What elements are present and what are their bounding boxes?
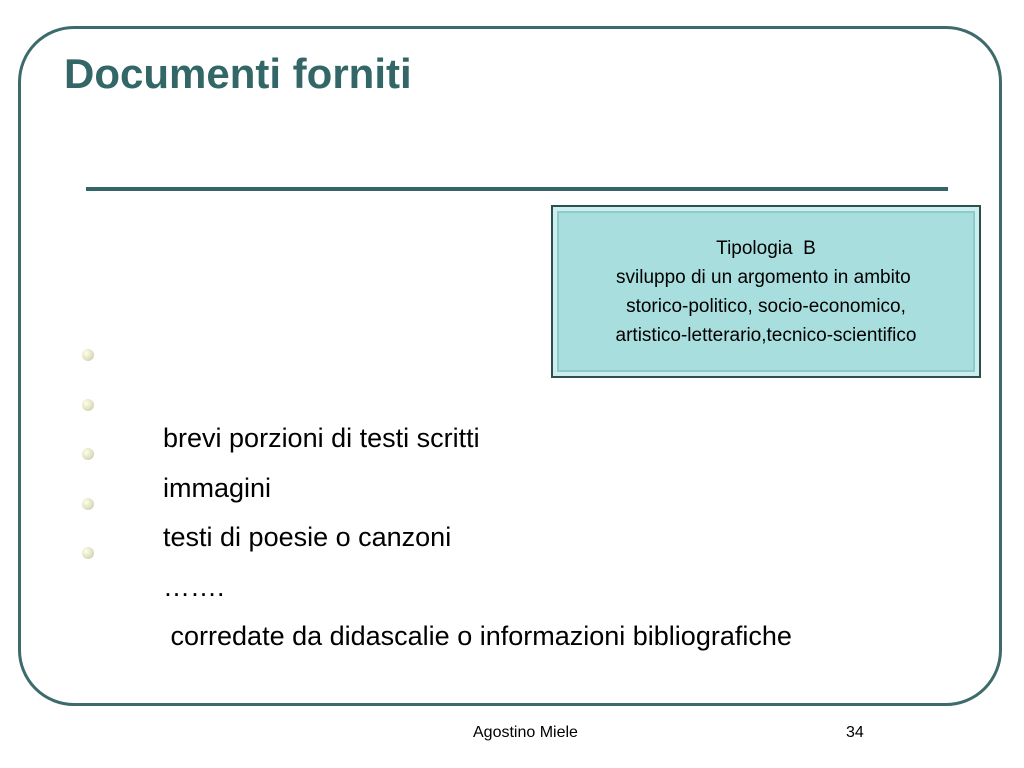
callout-line: artistico-letterario,tecnico-scientifico xyxy=(615,324,917,346)
bullet-text: corredate da didascalie o informazioni bibliografiche xyxy=(163,621,792,651)
bullet-item xyxy=(80,333,792,453)
bullet-text: testi di poesie o canzoni xyxy=(163,522,452,552)
bullet-dot-icon xyxy=(82,547,94,559)
callout-line: storico-politico, socio-economico, xyxy=(626,295,906,317)
bullet-list xyxy=(80,333,792,651)
page-title: Documenti forniti xyxy=(64,50,412,97)
page-number: 34 xyxy=(846,724,864,741)
bullet-text: immagini xyxy=(163,472,272,503)
callout-line: Tipologia B xyxy=(716,237,816,259)
bullet-dot-icon xyxy=(82,349,94,361)
bullet-item xyxy=(80,531,792,651)
bullet-dot-icon xyxy=(82,448,94,460)
bullet-text: brevi porzioni di testi scritti xyxy=(163,423,480,453)
callout-line: sviluppo di un argomento in ambito xyxy=(616,266,916,288)
bullet-text: ……. xyxy=(163,571,225,602)
bullet-dot-icon xyxy=(82,399,94,411)
footer-author: Agostino Miele xyxy=(473,724,578,741)
bullet-dot-icon xyxy=(82,498,94,510)
title-divider xyxy=(86,187,948,191)
